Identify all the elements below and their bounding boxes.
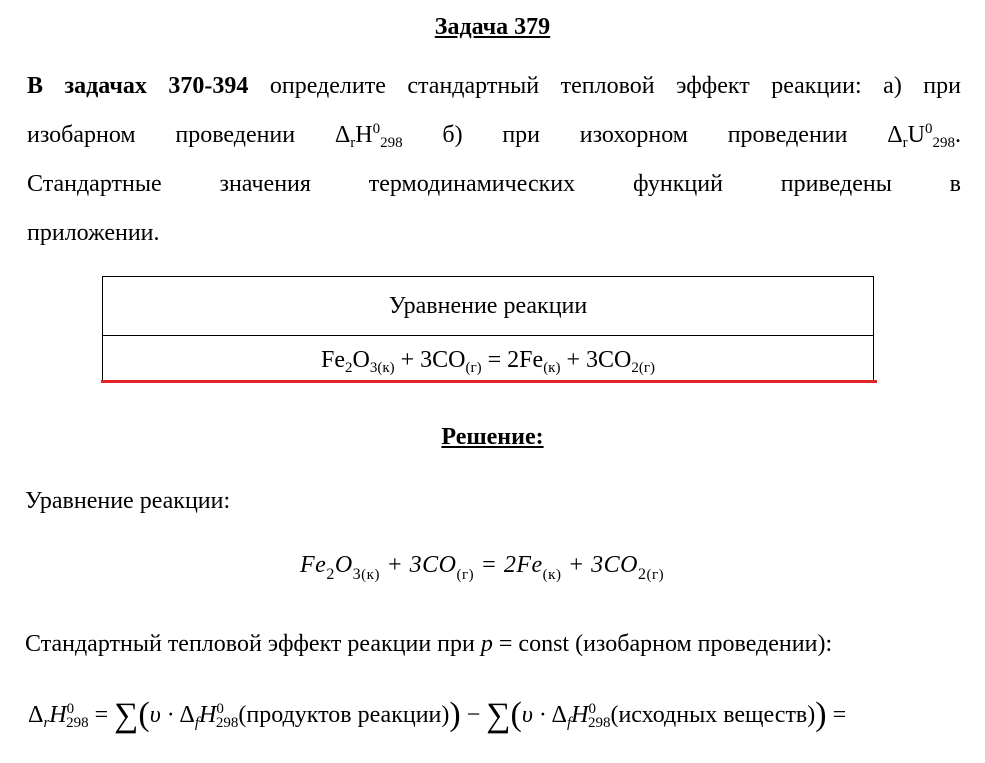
reaction-table bbox=[102, 276, 874, 382]
problem-statement bbox=[27, 62, 961, 258]
table-header: Уравнение реакции bbox=[103, 277, 873, 336]
task-range: В задачах 370-394 bbox=[27, 73, 249, 99]
statement-line-1 bbox=[27, 62, 961, 111]
standard-effect-text: Стандартный тепловой эффект реакции при p = const (изобарном проведении): bbox=[25, 631, 833, 657]
statement-line-2: изобарном проведении $\Delta_rH^0_{298}$ б) при изохорном проведении $\Delta_rU^0_{298}$. bbox=[27, 121, 961, 151]
statement-text-1: определите стандартный тепловой эффект реакции: а) при bbox=[248, 73, 961, 99]
spellcheck-underline bbox=[101, 380, 877, 383]
table-reaction: $Fe_2O_{3(к)} + 3CO_{(г)} = 2Fe_{(к)} + 3CO_{2(г)}$ bbox=[320, 347, 655, 376]
reaction-formula: $Fe_2O_{3(к)} + 3CO_{(г)} = 2Fe_{(к)} + 3CO_{2(г)}$ bbox=[300, 552, 665, 583]
enthalpy-formula: $\Delta_rH^0_{298} = \sum(\upsilon$ · $\Delta_fH^0_{298}(продуктов$ реакции)) − $\sum(\upsilon \cdot \Delta_fH^0_{298}(исходных$ веществ)) = bbox=[28, 696, 847, 734]
problem-title: Задача 379 bbox=[434, 14, 551, 40]
equation-label: Уравнение реакции: bbox=[25, 488, 231, 514]
statement-line-4: приложении. bbox=[27, 220, 160, 246]
statement-line-3: Стандартные значения термодинамических функций приведены в bbox=[27, 171, 961, 197]
statement-text-2b: б) при изохорном проведении bbox=[442, 122, 848, 148]
statement-text-2a: изобарном проведении bbox=[27, 122, 296, 148]
solution-title: Решение: bbox=[441, 424, 544, 450]
